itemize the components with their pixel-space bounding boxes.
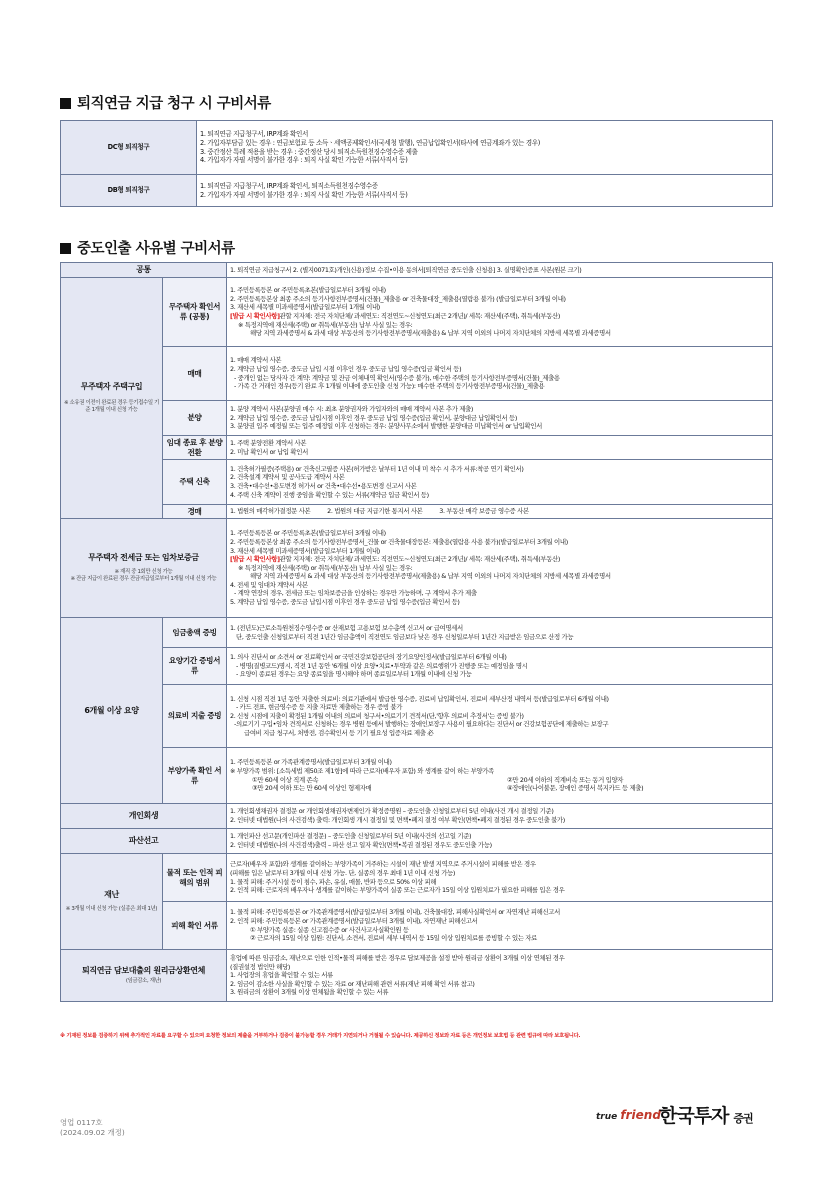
bankrupt-label: 파산선고 [61, 829, 227, 854]
loan-label: 퇴직연금 담보대출의 원리금상환연체 (임금감소, 재난) [61, 950, 227, 1002]
bankrupt-docs: 1. 개인파산 선고문(개인파산 결정문) – 중도인출 신청일로부터 5년 이내(사건의 선고일 기준) 2. 인터넷 대법원(나의 사건검색)출력 – 파산 선고 일자 확인(면책•복권 결정된 경우도 중도인출 가능) [227, 829, 773, 854]
privacy-note: ※ 기재된 정보를 검증하기 위해 추가적인 자료를 요구할 수 있으며 요청한 정보의 제출을 거부하거나 검증이 불가능할 경우 거래가 지연되거나 거절될 수 있습니다. 제공하신 정보와 자료 등은 개인정보 보호법 등 관련 법규에 따라 보호됩니다. [60, 1033, 581, 1039]
care-wage-label: 임금총액 증빙 [163, 618, 227, 648]
common-docs: 1. 퇴직연금 지급청구서 2. (별지0071호)개인(신용)정보 수집•이용 동의서[퇴직연금 중도인출 신청용] 3. 실명확인증표 사본(원본 크기) [227, 263, 773, 278]
house-auction-label: 경매 [163, 505, 227, 519]
revision-date: (2024.09.02 개정) [60, 1128, 125, 1137]
company-logo [596, 1098, 776, 1138]
disaster-scope-docs: 근로자(배우자 포함)와 생계를 같이하는 부양가족이 거주하는 시설이 재난 발생 지역으로 주거시설이 피해를 받은 경우 (피해를 입은 날로부터 3개월 이내 신청 가능. 단, 실종의 경우 최대 1년 이내 신청 가능) 1. 물적 피해: 주거시설 등이 침수, 파손, 유실, 매몰, 반파 등으로 50% 이상 피해 2. 인적 피해: 근로자의 배우자나 생계를 같이하는 부양가족이 실종 또는 근로자가 15일 이상 입원치료가 필요한 피해를 입은 경우 [227, 854, 773, 902]
rent-label: 무주택자 전세금 또는 임차보증금 ※ 재직 중 1회만 신청 가능 ※ 잔금 지급이 완료된 경우 잔금지급일로부터 1개월 이내 신청 가능 [61, 519, 227, 618]
rehab-label: 개인회생 [61, 804, 227, 829]
house-no-home-docs: 1. 주민등록등본 or 주민등록초본(발급일로부터 3개월 이내) 2. 주민등록등본상 최종 주소의 등기사항전부증명서(건물)_제출용 or 건축물대장_제출용(열람용 불가) (발급일로부터 3개월 이내) 3. 재산세 세목별 미과세증명서(발급일로부터 1개월 이내) [발급 시 확인사항]관할 지자체: 전국 자치단체/ 과세연도: 직전연도~신청연도(최근 2개년)/ 세목: 재산세(주택), 취득세(부동산) ※ 특정지역에 재산세(주택) or 취득세(부동산) 납부 사실 있는 경우: 해당 지역 과세증명서 & 과세 대상 부동산의 등기사항전부증명서(제출용) & 납부 지역 이외의 나머지 자치단체의 지방세 세목별 과세증명서 [227, 278, 773, 347]
section-title-midway: 중도인출 사유별 구비서류 [60, 237, 235, 258]
house-buy-label: 매매 [163, 347, 227, 401]
section-title-withdraw: 퇴직연금 지급 청구 시 구비서류 [60, 92, 271, 113]
rehab-docs: 1. 개인회생채권자 결정문 or 개인회생채권자변제인가 확정증명원 – 중도인출 신청일로부터 5년 이내(사건 개시 결정일 기준) 2. 인터넷 대법원(나의 사건검색) 출력: 개인회생 개시 결정일 및 면책•폐지 결정 여부 확인(면책•폐지 결정된 경우 중도인출 불가) [227, 804, 773, 829]
dc-label: DC형 퇴직청구 [61, 121, 197, 175]
disaster-scope-label: 물적 또는 인적 피해의 범위 [163, 854, 227, 902]
footer [60, 1118, 125, 1138]
house-auction-docs: 1. 법원의 매각허가결정문 사본 2. 법원의 대금 지급기한 통지서 사본 3. 부동산 매각 보증금 영수증 사본 [227, 505, 773, 519]
care-family-label: 부양가족 확인 서류 [163, 748, 227, 804]
care-wage-docs: 1. (전년도)근로소득원천징수영수증 or 산재보험 고용보험 보수총액 신고서 or 급여명세서 단, 중도인출 신청일로부터 직전 1년간 임금총액이 직전연도 임금보다 낮은 경우 신청일로부터 1년간 지급받은 임금으로 산정 가능 [227, 618, 773, 648]
care-period-docs: 1. 의사 진단서 or 소견서 or 진료확인서 or 국민건강보험공단의 장기요양인정서(발급일로부터 6개월 이내) - 병명(질병코드)명시, 직전 1년 동안 '6개월 이상 요양•치료•투약과 같은 의료행위'가 진행중 또는 예정임을 명시 - 요양이 종료된 경우는 요양 종료일을 명시해야 하며 종료일로부터 1개월 이내에 신청 가능 [227, 648, 773, 685]
house-conversion-label: 임대 종료 후 분양전환 [163, 436, 227, 460]
house-build-docs: 1. 건축허가필증(주택용) or 건축신고필증 사본(허가받은 날부터 1년 이내 미 착수 시 추가 서류:착공 연기 확인서) 2. 건축설계 계약서 및 공사도급 계약서 사본 3. 건축•대수선•용도변경 허가서 or 건축•대수선•용도변경 신고서 사본 4. 주택 신축 계약이 진행 중임을 확인할 수 있는 서류(계약금 입금 확인서 등) [227, 460, 773, 505]
house-presale-docs: 1. 분양 계약서 사본(분양권 매수 시: 최초 분양권자와 가입자와의 매매 계약서 사본 추가 제출) 2. 계약금 납입 영수증, 중도금 납입시점 이후인 경우 중도금 납입 영수증(입금 확인서, 분양대금 납입확인서 등) 3. 분양권 입주 예정월 또는 입주 예정일 이후 신청하는 경우: 분양사무소에서 발행한 분양대금 미납확인서 or 납입확인서 [227, 401, 773, 436]
dc-docs: 1. 퇴직연금 지급청구서, IRP계좌 확인서 2. 가입자부담금 있는 경우 : 연금보험료 등 소득ㆍ세액공제확인서(국세청 발행), 연금납입확인서(타사에 연금계좌가 있는 경우) 3. 중간정산 특례 적용을 받는 경우 : 중간정산 당시 퇴직소득원천징수영수증 제출 4. 가입자가 자필 서명이 불가한 경우 : 퇴직 사실 확인 가능한 서류(사직서 등) [197, 121, 773, 175]
common-label: 공통 [61, 263, 227, 278]
care-period-label: 요양기간 증빙서류 [163, 648, 227, 685]
care-medical-docs: 1. 신청 시점 직전 1년 동안 지출한 의료비: 의료기관에서 발급한 영수증, 진료비 납입확인서, 진료비 세부산정 내역서 등(발급일로부터 6개월 이내) - 카드 전표, 현금영수증 등 지출 자료만 제출하는 경우 증빙 불가 2. 신청 시점에 지출이 확정된 1개월 이내의 의료비 청구서•의료기기 견적서(단,'향후 의료비 추정서'는 증빙 불가) -의료기기 구입•임차 견적서로 신청하는 경우 병원 등에서 발행하는 장애인보장구 사용이 필요하다는 진단서 or 건강보험공단에 제출하는 보장구 급여비 지급 청구서, 처방전, 검수확인서 등 기기 필요성 입증자료 제출 必 [227, 685, 773, 748]
house-presale-label: 분양 [163, 401, 227, 436]
disaster-proof-docs: 1. 물적 피해: 주민등록등본 or 가족관계증명서(발급일로부터 3개월 이내), 건축물대장, 피해사실확인서 or 자연재난 피해신고서 2. 인적 피해: 주민등록등본 or 가족관계증명서(발급일로부터 3개월 이내), 자연재난 피해신고서 ① 부양가족 실종: 실종 신고접수증 or 사건사고사실확인원 등 ② 근로자의 15일 이상 입원: 진단서, 소견서, 진료비 세부 내역서 등 15일 이상 입원치료를 증빙할 수 있는 자료 [227, 902, 773, 950]
loan-docs: 휴업에 따른 임금감소, 재난으로 인한 인적•물적 피해를 받은 경우로 담보제공을 설정 받아 원리금 상환이 3개월 이상 연체된 경우 (질권설정 법인만 해당) 1. 사업장의 휴업을 확인할 수 있는 서류 2. 임금이 감소한 사실을 확인할 수 있는 자료 or 재난피해 관련 서류(재난 피해 확인 서류 참고) 3. 원리금의 상환이 3개월 이상 연체됨을 확인할 수 있는 서류 [227, 950, 773, 1002]
true-friend-logo: true friend [596, 1108, 661, 1122]
house-build-label: 주택 신축 [163, 460, 227, 505]
house-buy-docs: 1. 매매 계약서 사본 2. 계약금 납입 영수증, 중도금 납입 시점 이후인 경우 중도금 납입 영수증(입금 확인서 등) - 중개인 없는 당사자 간 계약: 계약금 및 잔금 이체내역 확인서(영수증 불가), 매수한 주택의 등기사항전부증명서(건물)_제출용 - 가족 간 거래인 경우(등기 완료 후 1개월 이내에 중도인출 신청 가능): 매수한 주택의 등기사항전부증명서(건물)_제출용 [227, 347, 773, 401]
care-medical-label: 의료비 지출 증빙 [163, 685, 227, 748]
house-no-home-label: 무주택자 확인서류 (공통) [163, 278, 227, 347]
house-label: 무주택자 주택구입 ※ 소유권 이전이 완료된 경우 등기접수일 기준 1개월 이내 신청 가능 [61, 278, 163, 519]
rent-docs: 1. 주민등록등본 or 주민등록초본(발급일로부터 3개월 이내) 2. 주민등록등본상 최종 주소의 등기사항전부증명서_건물 or 건축물대장등본: 제출용(열람용 사용 불가)(발급일로부터 3개월 이내) 3. 재산세 세목별 미과세증명서(발급일로부터 1개월 이내) [발급 시 확인사항]관할 지자체: 전국 자치단체/ 과세연도: 직전연도~신청연도(최근 2개년)/ 세목: 재산세(주택), 취득세(부동산) ※ 특정지역에 재산세(주택) or 취득세(부동산) 납부 사실 있는 경우: 해당 지역 과세증명서 & 과세 대상 부동산의 등기사항전부증명서(제출용) & 납부 지역 이외의 나머지 자치단체의 지방세 세목별 과세증명서 4. 전세 및 임대차 계약서 사본 - 계약 연장의 경우, 전세금 또는 임차보증금을 인상하는 경우만 가능하며, 구 계약서 추가 제출 5. 계약금 납입 영수증, 중도금 납입시점 이후인 경우 중도금 납입 영수증(입금 확인서 등) [227, 519, 773, 618]
care-family-docs: 1. 주민등록등본 or 가족관계증명서(발급일로부터 3개월 이내) ※ 부양가족 범위: [소득세법 제50조 제1항]에 따라 근로자(배우자 포함) 와 생계를 같이 하는 부양가족 ①만 60세 이상 직계 존속 ②만 20세 이하의 직계비속 또는 동거 입양자 ③만 20세 이하 또는 만 60세 이상인 형제자매 ④장애인(나이불문, 장애인 증명서 복지카드 등 제출) [227, 748, 773, 804]
midway-withdrawal-table [60, 262, 773, 1002]
disaster-proof-label: 피해 확인 서류 [163, 902, 227, 950]
care-label: 6개월 이상 요양 [61, 618, 163, 804]
retirement-claim-table [60, 120, 773, 207]
db-label: DB형 퇴직청구 [61, 175, 197, 207]
db-docs: 1. 퇴직연금 지급청구서, IRP계좌 확인서, 퇴직소득원천징수영수증 2. 가입자가 자필 서명이 불가한 경우 : 퇴직 사실 확인 가능한 서류(사직서 등) [197, 175, 773, 207]
company-name: 한국투자 증권 [659, 1105, 753, 1127]
house-conversion-docs: 1. 주택 분양전환 계약서 사본 2. 미납 확인서 or 납입 확인서 [227, 436, 773, 460]
form-code: 영업 0117호 [60, 1118, 103, 1127]
disaster-label: 재난 ※ 3개월 이내 신청 가능 (실종은 최대 1년) [61, 854, 163, 950]
